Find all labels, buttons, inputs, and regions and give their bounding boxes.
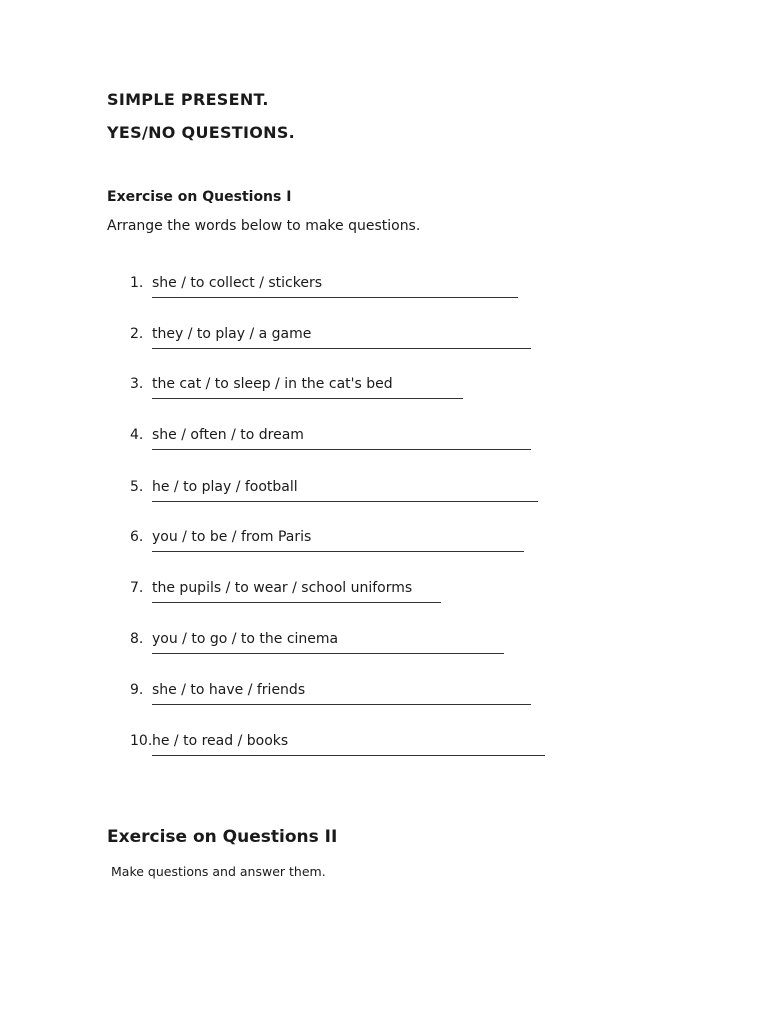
item-prompt: they / to play / a game	[152, 326, 312, 342]
exercise1-heading: Exercise on Questions I	[107, 189, 292, 205]
item-prompt: she / often / to dream	[152, 427, 304, 443]
item-number: 7.	[130, 580, 144, 596]
item-number: 4.	[130, 427, 144, 443]
answer-line	[152, 653, 504, 655]
list-item	[0, 427, 768, 467]
answer-line	[152, 501, 538, 503]
list-item	[0, 580, 768, 620]
item-number: 9.	[130, 682, 144, 698]
answer-line	[152, 602, 441, 604]
item-number: 1.	[130, 275, 144, 291]
item-number: 3.	[130, 376, 144, 392]
list-item	[0, 733, 768, 773]
page-subtitle: YES/NO QUESTIONS.	[107, 123, 296, 142]
item-prompt: she / to have / friends	[152, 682, 306, 698]
list-item	[0, 682, 768, 722]
answer-line	[152, 449, 531, 451]
item-prompt: he / to read / books	[152, 733, 289, 749]
item-prompt: the pupils / to wear / school uniforms	[152, 580, 413, 596]
item-number: 2.	[130, 326, 144, 342]
item-prompt: he / to play / football	[152, 479, 298, 495]
item-prompt: she / to collect / stickers	[152, 275, 323, 291]
answer-line	[152, 704, 531, 706]
list-item	[0, 479, 768, 519]
answer-line	[152, 398, 463, 400]
item-number: 8.	[130, 631, 144, 647]
list-item	[0, 376, 768, 416]
item-prompt: you / to be / from Paris	[152, 529, 312, 545]
answer-line	[152, 297, 518, 299]
page-title: SIMPLE PRESENT.	[107, 90, 269, 109]
exercise2-heading: Exercise on Questions II	[107, 827, 338, 847]
exercise1-instruction: Arrange the words below to make questions.	[107, 218, 421, 234]
item-number: 6.	[130, 529, 144, 545]
answer-line	[152, 755, 545, 757]
list-item	[0, 275, 768, 315]
answer-line	[152, 348, 531, 350]
list-item	[0, 631, 768, 671]
item-prompt: you / to go / to the cinema	[152, 631, 339, 647]
list-item	[0, 529, 768, 569]
answer-line	[152, 551, 524, 553]
list-item	[0, 326, 768, 366]
item-number: 10.	[130, 733, 153, 749]
item-prompt: the cat / to sleep / in the cat's bed	[152, 376, 393, 392]
exercise2-instruction: Make questions and answer them.	[111, 864, 326, 879]
item-number: 5.	[130, 479, 144, 495]
